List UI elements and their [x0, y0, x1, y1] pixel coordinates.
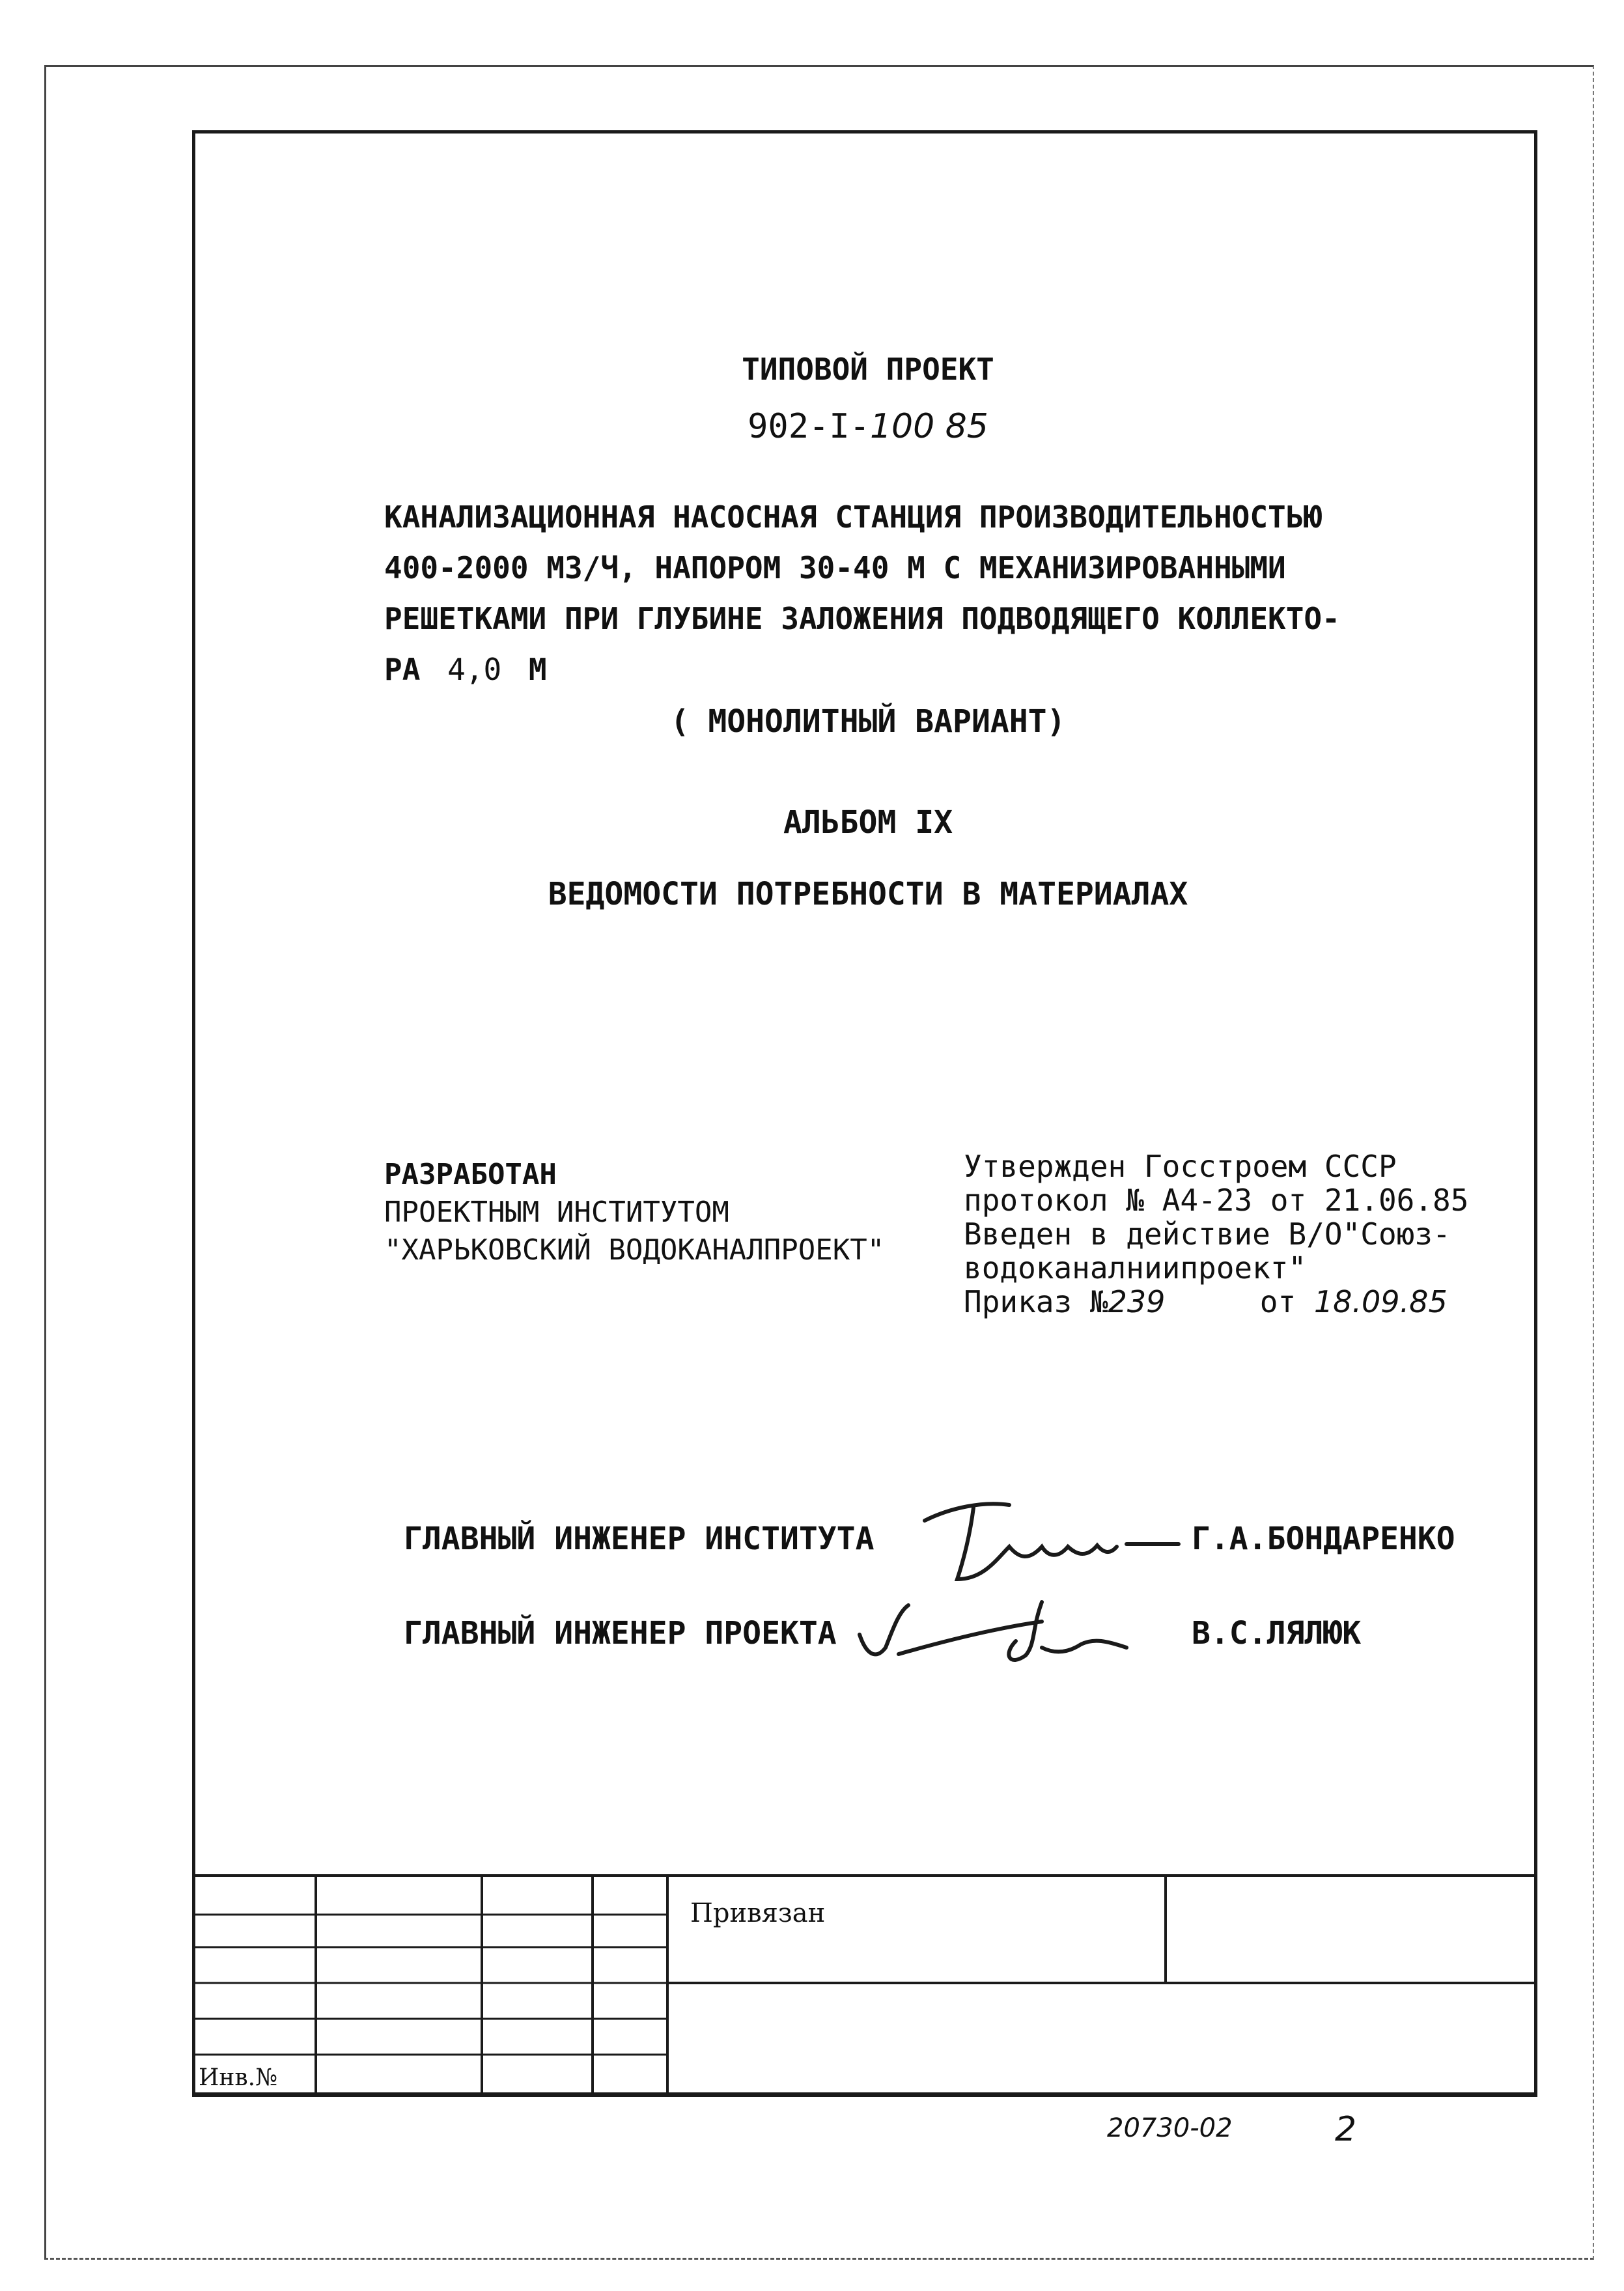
- chief-engineer-institute-name: Г.А.БОНДАРЕНКО: [1192, 1521, 1455, 1557]
- developed-by-line-3: "ХАРЬКОВСКИЙ ВОДОКАНАЛПРОЕКТ": [384, 1233, 885, 1267]
- collector-depth-value: 4,0: [447, 652, 502, 687]
- variant-label: ( МОНОЛИТНЫЙ ВАРИАНТ): [670, 703, 1066, 740]
- chief-engineer-institute-label: ГЛАВНЫЙ ИНЖЕНЕР ИНСТИТУТА: [404, 1521, 875, 1557]
- chief-engineer-project-label: ГЛАВНЫЙ ИНЖЕНЕР ПРОЕКТА: [404, 1615, 837, 1651]
- approval-line-2: протокол № А4-23 от 21.06.85: [964, 1183, 1469, 1218]
- project-number-handwritten: 100 85: [869, 407, 988, 446]
- album-number: АЛЬБОМ IX: [783, 804, 953, 841]
- collector-depth-unit: М: [528, 652, 547, 687]
- description-line-3: РЕШЕТКАМИ ПРИ ГЛУБИНЕ ЗАЛОЖЕНИЯ ПОДВОДЯЩЕГО КОЛЛЕКТО-: [384, 601, 1340, 636]
- chief-engineer-project-name: В.С.ЛЯЛЮК: [1192, 1615, 1362, 1651]
- order-number: 239: [1108, 1284, 1166, 1319]
- approval-line-1: Утвержден Госстроем СССР: [964, 1149, 1397, 1184]
- approval-line-4: водоканалниипроект": [964, 1250, 1307, 1286]
- order-date-label: от: [1259, 1284, 1296, 1319]
- document-code: 20730-02: [1107, 2113, 1233, 2143]
- project-number-printed: 902-I-: [748, 407, 870, 446]
- description-line-1: КАНАЛИЗАЦИОННАЯ НАСОСНАЯ СТАНЦИЯ ПРОИЗВОДИТЕЛЬНОСТЬЮ: [384, 499, 1323, 535]
- order-label: Приказ №: [964, 1284, 1108, 1319]
- description-line-2: 400-2000 М3/Ч, НАПОРОМ 30-40 М С МЕХАНИЗИРОВАННЫМИ: [384, 550, 1286, 585]
- developed-by-line-1: РАЗРАБОТАН: [384, 1158, 557, 1191]
- inventory-number-label: Инв.№: [199, 2064, 278, 2091]
- privyazan-label: Привязан: [690, 1898, 826, 1928]
- description-line-4-prefix: РА: [384, 652, 421, 687]
- doc-type-heading: ТИПОВОЙ ПРОЕКТ: [742, 352, 994, 387]
- order-date: 18.09.85: [1313, 1284, 1448, 1319]
- developed-by-line-2: ПРОЕКТНЫМ ИНСТИТУТОМ: [384, 1196, 729, 1229]
- page-number: 2: [1335, 2110, 1357, 2149]
- approval-line-3: Введен в действие В/О"Союз-: [964, 1216, 1451, 1252]
- album-title: ВЕДОМОСТИ ПОТРЕБНОСТИ В МАТЕРИАЛАХ: [548, 876, 1188, 912]
